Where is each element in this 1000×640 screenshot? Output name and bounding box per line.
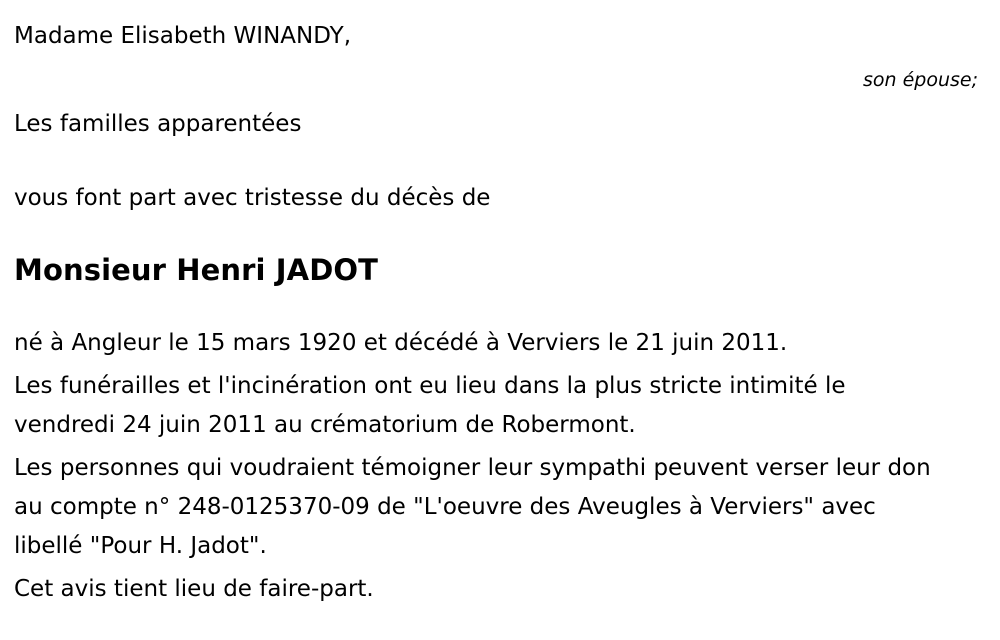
donation-paragraph: Les personnes qui voudraient témoigner leur sympathi peuvent verser leur don au compte n° 248-0125370-09 de "L'oeuvre des Aveugles à Verviers" avec libellé "Pour H. Jadot". xyxy=(14,455,931,559)
spacer-after-families xyxy=(14,146,986,176)
relation-note-row xyxy=(14,58,986,102)
closing-line: Cet avis tient lieu de faire-part. xyxy=(14,576,374,602)
relation-note: son épouse; xyxy=(862,69,978,91)
deceased-name: Monsieur Henri JADOT xyxy=(14,253,379,287)
funeral-paragraph: Les funérailles et l'incinération ont eu lieu dans la plus stricte intimité le vendredi 24 juin 2011 au crématorium de Robermont. xyxy=(14,373,846,438)
related-families-line: Les familles apparentées xyxy=(14,111,302,137)
birth-death-line: né à Angleur le 15 mars 1920 et décédé à Verviers le 21 juin 2011. xyxy=(14,330,788,356)
spacer-after-name xyxy=(14,290,986,324)
announcement-intro-line: vous font part avec tristesse du décès de xyxy=(14,185,491,211)
spacer-before-name xyxy=(14,220,986,250)
announcer-name-line: Madame Elisabeth WINANDY, xyxy=(14,23,352,49)
